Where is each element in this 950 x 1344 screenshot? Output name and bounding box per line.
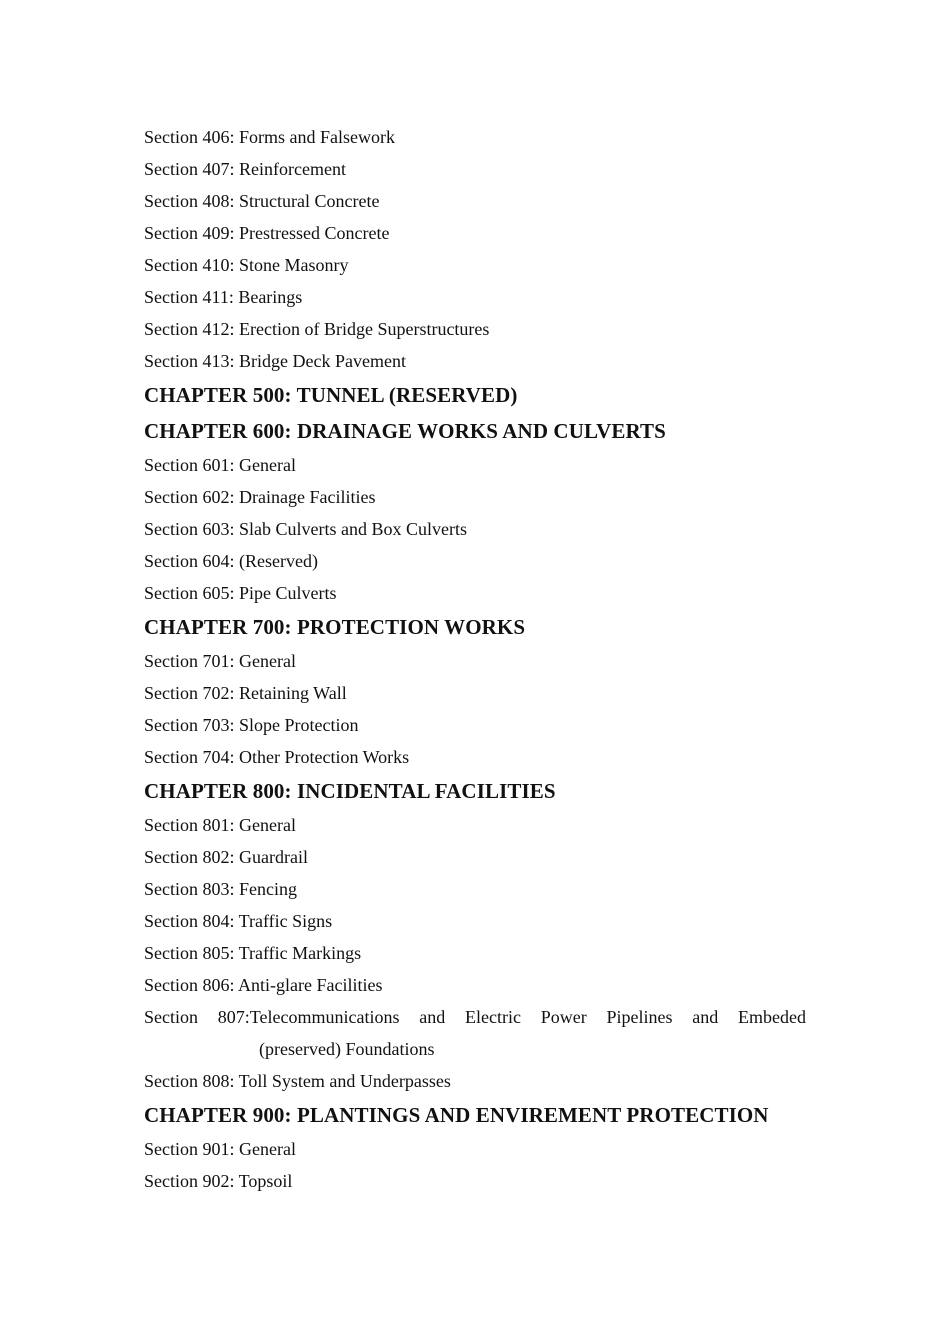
toc-section-409: Section 409: Prestressed Concrete (144, 223, 390, 243)
toc-section-406: Section 406: Forms and Falsework (144, 127, 395, 147)
toc-section-902: Section 902: Topsoil (144, 1171, 293, 1191)
toc-section-808: Section 808: Toll System and Underpasses (144, 1071, 451, 1091)
toc-chapter-900: CHAPTER 900: PLANTINGS AND ENVIREMENT PROTECTION (144, 1103, 769, 1127)
toc-section-803: Section 803: Fencing (144, 879, 297, 899)
toc-section-704: Section 704: Other Protection Works (144, 747, 410, 767)
toc-section-802: Section 802: Guardrail (144, 847, 308, 867)
toc-section-806: Section 806: Anti-glare Facilities (144, 975, 383, 995)
toc-section-602: Section 602: Drainage Facilities (144, 487, 376, 507)
toc-section-601: Section 601: General (144, 455, 296, 475)
toc-section-701: Section 701: General (144, 651, 296, 671)
toc-section-605: Section 605: Pipe Culverts (144, 583, 337, 603)
toc-chapter-700: CHAPTER 700: PROTECTION WORKS (144, 615, 526, 639)
toc-chapter-600: CHAPTER 600: DRAINAGE WORKS AND CULVERTS (144, 419, 666, 443)
toc-chapter-800: CHAPTER 800: INCIDENTAL FACILITIES (144, 779, 556, 803)
toc-section-807 (144, 1001, 806, 1065)
toc-section-411: Section 411: Bearings (144, 287, 303, 307)
toc-section-410: Section 410: Stone Masonry (144, 255, 349, 275)
toc-section-804: Section 804: Traffic Signs (144, 911, 333, 931)
toc-section-703: Section 703: Slope Protection (144, 715, 359, 735)
toc-section-407: Section 407: Reinforcement (144, 159, 346, 179)
toc-section-408: Section 408: Structural Concrete (144, 191, 380, 211)
toc-section-807-line2: (preserved) Foundations (259, 1039, 435, 1059)
toc-chapter-500: CHAPTER 500: TUNNEL (RESERVED) (144, 383, 518, 407)
toc-section-805: Section 805: Traffic Markings (144, 943, 362, 963)
toc-section-702: Section 702: Retaining Wall (144, 683, 347, 703)
toc-section-801: Section 801: General (144, 815, 296, 835)
toc-section-412: Section 412: Erection of Bridge Superstructures (144, 319, 490, 339)
toc-section-603: Section 603: Slab Culverts and Box Culverts (144, 519, 467, 539)
table-of-contents (144, 121, 806, 1197)
toc-section-413: Section 413: Bridge Deck Pavement (144, 351, 406, 371)
toc-section-807-line1: Section 807:Telecommunications and Electric Power Pipelines and Embeded (144, 1007, 806, 1027)
toc-section-901: Section 901: General (144, 1139, 296, 1159)
toc-section-604: Section 604: (Reserved) (144, 551, 318, 571)
